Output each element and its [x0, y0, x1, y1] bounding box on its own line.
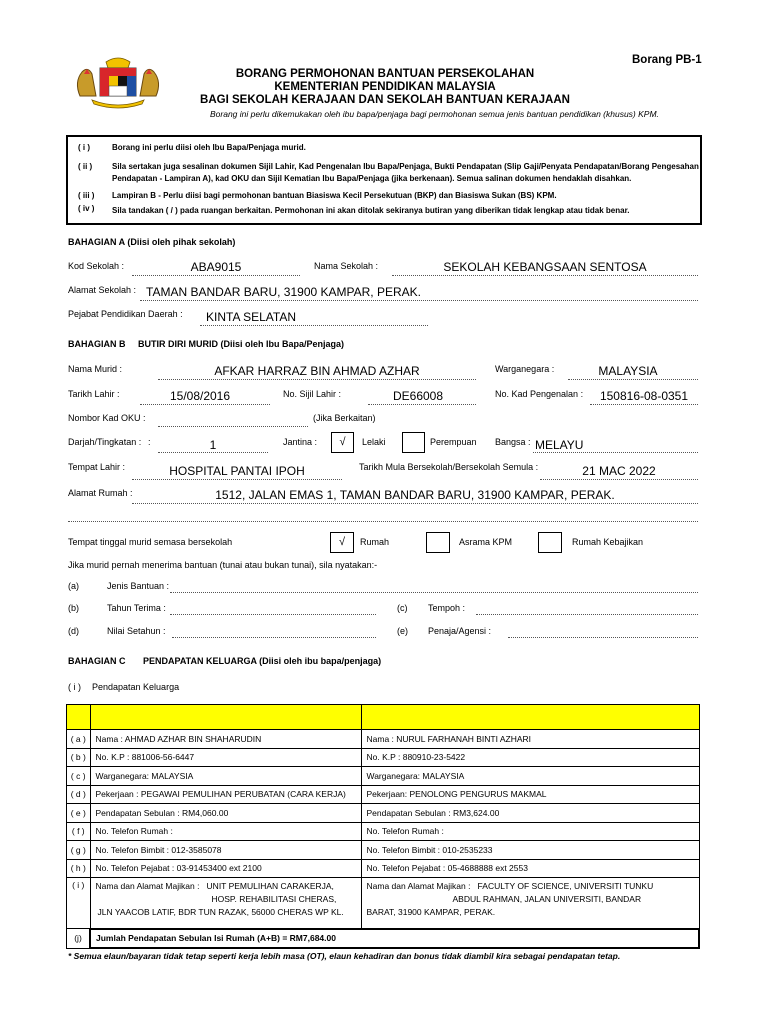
kad-pengenalan-label: No. Kad Pengenalan : — [495, 389, 584, 399]
kad-oku-note: (Jika Berkaitan) — [313, 413, 376, 423]
table-row: ( e ) Pendapatan Sebulan : RM4,060.00 Pendapatan Sebulan : RM3,624.00 — [67, 804, 700, 823]
opt-c: (c) — [397, 603, 408, 613]
kebajikan-checkbox[interactable] — [538, 532, 562, 553]
asrama-label: Asrama KPM — [459, 537, 513, 547]
ppd-label: Pejabat Pendidikan Daerah : — [68, 309, 183, 319]
mother-occupation[interactable]: Pekerjaan: PENOLONG PENGURUS MAKMAL — [361, 785, 699, 804]
table-row: ( f ) No. Telefon Rumah : No. Telefon Rumah : — [67, 822, 700, 841]
father-citizenship[interactable]: Warganegara: MALAYSIA — [90, 767, 361, 786]
father-ic[interactable]: No. K.P : 881006-56-6447 — [90, 748, 361, 767]
mother-ic[interactable]: No. K.P : 880910-23-5422 — [361, 748, 699, 767]
tempoh-field[interactable] — [476, 614, 698, 615]
title-line-3: BAGI SEKOLAH KERAJAAN DAN SEKOLAH BANTUAN KERAJAAN — [200, 94, 570, 106]
nama-murid-label: Nama Murid : — [68, 364, 123, 374]
lelaki-check-mark: √ — [339, 436, 346, 448]
mother-income[interactable]: Pendapatan Sebulan : RM3,624.00 — [361, 804, 699, 823]
mother-citizenship[interactable]: Warganegara: MALAYSIA — [361, 767, 699, 786]
father-income[interactable]: Pendapatan Sebulan : RM4,060.00 — [90, 804, 361, 823]
income-header-row — [67, 705, 700, 730]
sijil-lahir-label: No. Sijil Lahir : — [283, 389, 342, 399]
table-row: ( c ) Warganegara: MALAYSIA Warganegara: MALAYSIA — [67, 767, 700, 786]
bangsa-value[interactable]: MELAYU — [535, 438, 584, 452]
tempoh-label: Tempoh : — [428, 603, 466, 613]
father-employer[interactable]: Nama dan Alamat Majikan : UNIT PEMULIHAN CARAKERJA, HOSP. REHABILITASI CHERAS, JLN YAACOB LATIF, BDR TUN RAZAK, 56000 CHERAS WP KL. — [90, 878, 361, 929]
kebajikan-label: Rumah Kebajikan — [572, 537, 644, 547]
nama-sekolah-value[interactable]: SEKOLAH KEBANGSAAN SENTOSA — [443, 260, 647, 274]
instruction-3-text: Lampiran B - Perlu diisi bagi permohonan bantuan Biasiswa Kecil Persekutuan (BKP) dan Biasiswa Sukan (BS) KPM. — [112, 191, 557, 200]
ppd-value[interactable]: KINTA SELATAN — [206, 310, 297, 324]
alamat-rumah-value[interactable]: 1512, JALAN EMAS 1, TAMAN BANDAR BARU, 31900 KAMPAR, PERAK. — [215, 488, 615, 502]
nilai-setahun-field[interactable] — [172, 637, 376, 638]
warganegara-label: Warganegara : — [495, 364, 555, 374]
kad-oku-label: Nombor Kad OKU : — [68, 413, 146, 423]
income-table — [66, 704, 700, 949]
instruction-2-text-cont: Pendapatan - Lampiran A), kad OKU dan Sijil Kematian Ibu Bapa/Penjaga (jika berkenaan). Semua salinan dokumen hendaklah disahkan. — [112, 174, 632, 183]
opt-e: (e) — [397, 626, 408, 636]
mother-office-phone[interactable]: No. Telefon Pejabat : 05-4688888 ext 2553 — [361, 859, 699, 878]
father-office-phone[interactable]: No. Telefon Pejabat : 03-91453400 ext 2100 — [90, 859, 361, 878]
alamat-sekolah-label: Alamat Sekolah : — [68, 285, 137, 295]
section-b-title: BUTIR DIRI MURID (Diisi oleh Ibu Bapa/Penjaga) — [138, 339, 345, 349]
bantuan-question: Jika murid pernah menerima bantuan (tunai atau bukan tunai), sila nyatakan:- — [68, 560, 378, 570]
kad-pengenalan-value[interactable]: 150816-08-0351 — [599, 389, 689, 403]
table-row: ( d ) Pekerjaan : PEGAWAI PEMULIHAN PERUBATAN (CARA KERJA) Pekerjaan: PENOLONG PENGURUS MAKMAL — [67, 785, 700, 804]
pendapatan-sub-title: Pendapatan Keluarga — [92, 682, 180, 692]
opt-a: (a) — [68, 581, 79, 591]
mother-employer[interactable]: Nama dan Alamat Majikan : FACULTY OF SCIENCE, UNIVERSITI TUNKU ABDUL RAHMAN, JALAN UNIVERSITI, BANDAR BARAT, 31900 KAMPAR, PERAK. — [361, 878, 699, 929]
darjah-colon: : — [148, 437, 151, 447]
jenis-bantuan-field[interactable] — [170, 592, 698, 593]
kod-sekolah-label: Kod Sekolah : — [68, 261, 125, 271]
darjah-label: Darjah/Tingkatan : — [68, 437, 142, 447]
perempuan-label: Perempuan — [430, 437, 477, 447]
kod-sekolah-value[interactable]: ABA9015 — [190, 260, 242, 274]
footnote: * Semua elaun/bayaran tidak tetap seperti kerja lebih masa (OT), elaun kehadiran dan bonus tidak diambil kira sebagai pendapatan tetap. — [68, 951, 621, 961]
warganegara-value[interactable]: MALAYSIA — [598, 364, 658, 378]
nama-murid-value[interactable]: AFKAR HARRAZ BIN AHMAD AZHAR — [214, 364, 420, 378]
bangsa-label: Bangsa : — [495, 437, 531, 447]
lelaki-checkbox[interactable] — [331, 432, 354, 453]
tempat-tinggal-label: Tempat tinggal murid semasa bersekolah — [68, 537, 233, 547]
nama-sekolah-label: Nama Sekolah : — [314, 261, 379, 271]
table-row: ( a ) Nama : AHMAD AZHAR BIN SHAHARUDIN Nama : NURUL FARHANAH BINTI AZHARI — [67, 730, 700, 749]
tahun-terima-field[interactable] — [170, 614, 376, 615]
tempat-lahir-value[interactable]: HOSPITAL PANTAI IPOH — [169, 464, 305, 478]
lelaki-label: Lelaki — [362, 437, 386, 447]
coat-of-arms-logo — [70, 56, 166, 112]
rumah-checkbox[interactable] — [330, 532, 354, 553]
total-household-income[interactable]: Jumlah Pendapatan Sebulan Isi Rumah (A+B) = RM7,684.00 — [90, 929, 699, 949]
table-row: (j) Jumlah Pendapatan Sebulan Isi Rumah (A+B) = RM7,684.00 — [67, 929, 700, 949]
perempuan-checkbox[interactable] — [402, 432, 425, 453]
tarikh-lahir-value[interactable]: 15/08/2016 — [169, 389, 231, 403]
tarikh-lahir-label: Tarikh Lahir : — [68, 389, 120, 399]
nilai-setahun-label: Nilai Setahun : — [107, 626, 166, 636]
instruction-3-num: ( iii ) — [78, 191, 95, 200]
mother-mobile[interactable]: No. Telefon Bimbit : 010-2535233 — [361, 841, 699, 860]
title-line-2: KEMENTERIAN PENDIDIKAN MALAYSIA — [274, 81, 496, 93]
alamat-rumah-label: Alamat Rumah : — [68, 488, 133, 498]
jantina-label: Jantina : — [283, 437, 318, 447]
table-row: ( b ) No. K.P : 881006-56-6447 No. K.P : 880910-23-5422 — [67, 748, 700, 767]
penaja-field[interactable] — [508, 637, 698, 638]
table-row: ( g ) No. Telefon Bimbit : 012-3585078 No. Telefon Bimbit : 010-2535233 — [67, 841, 700, 860]
father-home-phone[interactable]: No. Telefon Rumah : — [90, 822, 361, 841]
asrama-checkbox[interactable] — [426, 532, 450, 553]
alamat-sekolah-value[interactable]: TAMAN BANDAR BARU, 31900 KAMPAR, PERAK. — [146, 285, 421, 299]
instruction-4-text: Sila tandakan ( / ) pada ruangan berkaitan. Permohonan ini akan ditolak sekiranya butiran yang diberikan tidak lengkap atau tidak benar. — [112, 206, 630, 215]
tarikh-mula-label: Tarikh Mula Bersekolah/Bersekolah Semula : — [359, 462, 539, 472]
instruction-2-text: Sila sertakan juga sesalinan dokumen Sijil Lahir, Kad Pengenalan Ibu Bapa/Penjaga, Bukti Pendapatan (Slip Gaji/Penyata Pendapatan/Borang Pengesahan — [112, 162, 699, 171]
pendapatan-sub-num: ( i ) — [68, 682, 81, 692]
title-subtitle: Borang ini perlu dikemukakan oleh ibu bapa/penjaga bagi permohonan semua jenis bantuan pendidikan (khusus) KPM. — [210, 109, 659, 119]
tempat-lahir-label: Tempat Lahir : — [68, 462, 126, 472]
instruction-2-num: ( ii ) — [78, 162, 93, 171]
instruction-1-num: ( i ) — [78, 143, 90, 152]
father-occupation[interactable]: Pekerjaan : PEGAWAI PEMULIHAN PERUBATAN (CARA KERJA) — [90, 785, 361, 804]
father-mobile[interactable]: No. Telefon Bimbit : 012-3585078 — [90, 841, 361, 860]
darjah-value[interactable]: 1 — [209, 438, 217, 452]
penaja-label: Penaja/Agensi : — [428, 626, 492, 636]
sijil-lahir-value[interactable]: DE66008 — [392, 389, 444, 403]
title-line-1: BORANG PERMOHONAN BANTUAN PERSEKOLAHAN — [235, 68, 535, 80]
mother-name[interactable]: Nama : NURUL FARHANAH BINTI AZHARI — [361, 730, 699, 749]
table-row: ( i ) Nama dan Alamat Majikan : UNIT PEMULIHAN CARAKERJA, HOSP. REHABILITASI CHERAS, JLN YAACOB LATIF, BDR TUN RAZAK, 56000 CHERAS WP KL. Nama dan Alamat Majikan : FACULTY OF SCIENCE, UNIVERSITI TUNKU ABDUL RAHMAN, JALAN UNIVERSITI, BANDAR BARAT, 31900 KAMPAR, PERAK. — [67, 878, 700, 929]
rumah-check-mark: √ — [338, 536, 346, 548]
rumah-label: Rumah — [360, 537, 390, 547]
form-code: Borang PB-1 — [632, 54, 702, 66]
jenis-bantuan-label: Jenis Bantuan : — [107, 581, 170, 591]
instruction-1-text: Borang ini perlu diisi oleh Ibu Bapa/Penjaga murid. — [112, 143, 306, 152]
section-a-title: BAHAGIAN A (Diisi oleh pihak sekolah) — [68, 237, 236, 247]
instruction-4-num: ( iv ) — [78, 204, 95, 213]
section-c-title: PENDAPATAN KELUARGA (Diisi oleh ibu bapa/penjaga) — [143, 656, 382, 666]
father-name[interactable]: Nama : AHMAD AZHAR BIN SHAHARUDIN — [90, 730, 361, 749]
section-b-code: BAHAGIAN B — [68, 339, 126, 349]
tarikh-mula-value[interactable]: 21 MAC 2022 — [582, 464, 656, 478]
opt-d: (d) — [68, 626, 79, 636]
mother-home-phone[interactable]: No. Telefon Rumah : — [361, 822, 699, 841]
instructions-box — [66, 135, 702, 225]
table-row: ( h ) No. Telefon Pejabat : 03-91453400 ext 2100 No. Telefon Pejabat : 05-4688888 ext 2553 — [67, 859, 700, 878]
section-c-code: BAHAGIAN C — [68, 656, 126, 666]
tahun-terima-label: Tahun Terima : — [107, 603, 166, 613]
opt-b: (b) — [68, 603, 79, 613]
